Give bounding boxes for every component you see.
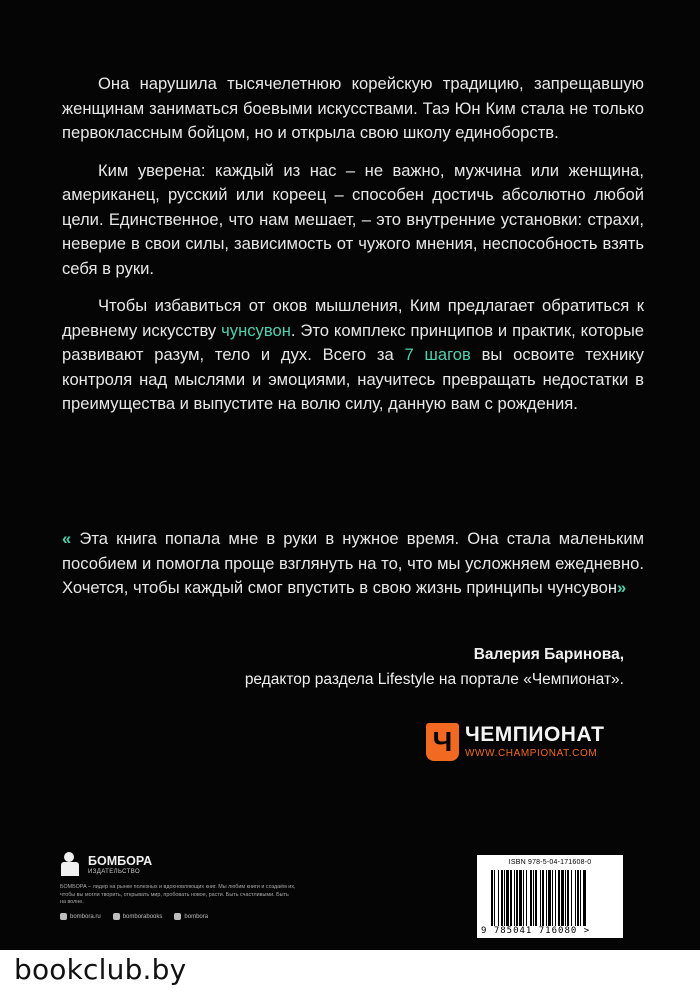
publisher-subtitle: ИЗДАТЕЛЬСТВО [88,868,141,875]
championat-logo-icon: Ч [426,723,459,761]
barcode [477,855,623,938]
paragraph-3-part-a: Чтобы избавиться от оков мышления, Ким предлагает обратиться к древнему искусству [62,296,644,340]
paragraph-2: Ким уверена: каждый из нас – не важно, мужчина или женщина, американец, русский или кореец – способен достичь абсолютно любой цели. Единственное, что нам мешает, – это внутренние установки: страхи, неверие в свои силы, зависимость от чужого мнения, неспособность взять себя в руки. [62,160,644,278]
watermark-text: bookclub.by [14,953,187,986]
social-other-label: bombora [184,913,209,920]
publisher-description: БОМБОРА – лидер на рынке полезных и вдохновляющих книг. Мы любим книги и создаём их, чтобы вы могли творить, открывать мир, пробовать новое, расти. Быть счастливыми. Быть на волне. [60,884,296,905]
publisher-socials [60,913,300,920]
publisher-block [60,852,300,920]
quote-author [245,642,624,692]
review-quote [62,527,644,601]
paragraph-1: Она нарушила тысячелетнюю корейскую традицию, запрещавшую женщинам заниматься боевыми искусствами. Таэ Юн Ким стала не только первоклассным бойцом, но и открыла свою школу единоборств. [62,74,644,142]
paragraph-3 [62,294,644,417]
web-icon [60,913,67,920]
highlight-7-steps: 7 шагов [404,345,471,364]
isbn-text: ISBN 978-5-04-171608-0 [508,859,592,866]
social-vk-label: bomborabooks [122,913,163,920]
social-other [174,913,208,920]
quote-open-mark: « [62,529,72,548]
championat-logo [426,717,604,767]
barcode-bars [491,870,615,926]
paragraph-3-part-c: вы освоите технику контроля над мыслями и эмоциями, научитесь превращать недостатки в преимущества и выпустите на волю силу, данную вам с рождения. [62,345,644,413]
paragraph-3-part-b: . Это комплекс принципов и практик, которые развивают разум, тело и дух. Всего за [62,320,645,364]
vk-icon [113,913,120,920]
author-name: Валерия Баринова, [473,646,624,663]
championat-name: ЧЕМПИОНАТ [465,723,605,746]
social-web-label: bombora.ru [70,913,101,920]
description-text [62,72,644,430]
social-icon [174,913,181,920]
championat-url: WWW.CHAMPIONAT.COM [465,748,598,759]
bombora-logo-icon [60,852,82,878]
highlight-chunsuvon: чунсувон [221,320,291,340]
quote-text: Эта книга попала мне в руки в нужное время. Она стала маленьким пособием и помогла проще взглянуть на то, что мы усложняем ежедневно. Хочется, чтобы каждый смог впустить в свою жизнь принципы чунсувон [62,529,644,597]
quote-close-mark: » [616,578,627,597]
social-vk [113,913,163,920]
author-role: редактор раздела Lifestyle на портале «Чемпионат». [244,671,624,688]
social-web [60,913,101,920]
publisher-name: БОМБОРА [88,853,153,868]
ean-digits: 9 785041 716080 > [481,926,591,936]
